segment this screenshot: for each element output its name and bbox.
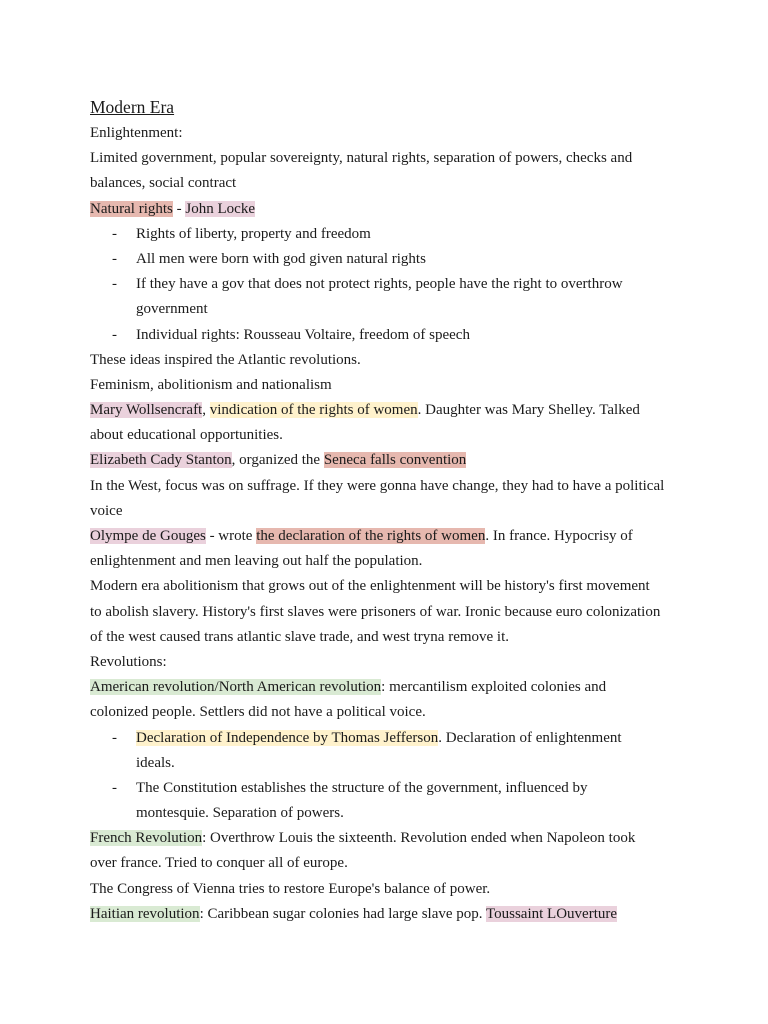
bullet-item	[90, 726, 690, 751]
natural-rights-line	[90, 197, 690, 222]
louverture-highlight: Toussaint LOuverture	[486, 905, 618, 922]
stanton-mid: , organized the	[231, 452, 324, 469]
bullet-dash: -	[112, 250, 117, 267]
enlightenment-ideas-line-1: Limited government, popular sovereignty, natural rights, separation of powers, checks and	[90, 150, 633, 167]
revolutions-heading: Revolutions:	[90, 653, 167, 670]
haitian-revolution-line	[90, 902, 690, 927]
gouges-line-2: enlightenment and men leaving out half the population.	[90, 553, 423, 570]
stanton-highlight: Elizabeth Cady Stanton	[90, 452, 232, 469]
gouges-mid: - wrote	[205, 528, 257, 544]
bullet-text: If they have a gov that does not protect rights, people have the right to overthrow	[136, 276, 623, 293]
french-revolution-line-1	[90, 826, 690, 851]
haitian-revolution-rest: : Caribbean sugar colonies had large slave pop.	[199, 905, 487, 922]
american-revolution-rest: : mercantilism exploited colonies and	[381, 679, 607, 696]
bullet-text: . Declaration of enlightenment	[438, 729, 622, 746]
document-body	[90, 94, 690, 927]
bullet-dash: -	[112, 779, 117, 796]
bullet-text: Individual rights: Rousseau Voltaire, freedom of speech	[136, 326, 470, 343]
vienna-line: The Congress of Vienna tries to restore Europe's balance of power.	[90, 880, 491, 897]
bullet-continuation: ideals.	[136, 754, 175, 771]
bullet-item	[90, 272, 690, 297]
bullet-item	[90, 222, 690, 247]
bullet-text: The Constitution establishes the structure of the government, influenced by	[136, 779, 588, 796]
haitian-revolution-highlight: Haitian revolution	[90, 905, 200, 922]
bullet-dash: -	[112, 276, 117, 293]
enlightenment-ideas-line-2: balances, social contract	[90, 175, 237, 192]
wollstonecraft-comma: ,	[202, 402, 210, 419]
bullet-item	[90, 776, 690, 801]
american-revolution-line-1	[90, 675, 690, 700]
natural-rights-highlight: Natural rights	[90, 200, 173, 217]
abolition-line-1: Modern era abolitionism that grows out of the enlightenment will be history's first movement	[90, 578, 650, 595]
bullet-text: All men were born with god given natural rights	[136, 250, 426, 267]
movements-line: Feminism, abolitionism and nationalism	[90, 376, 332, 393]
page-title: Modern Era	[90, 97, 175, 117]
bullet-item	[90, 323, 690, 348]
bullet-continuation: montesquie. Separation of powers.	[136, 805, 344, 822]
wollstonecraft-line-2: about educational opportunities.	[90, 427, 283, 444]
bullet-dash: -	[112, 729, 117, 746]
french-revolution-rest: : Overthrow Louis the sixteenth. Revolution ended when Napoleon took	[202, 830, 636, 847]
bullet-dash: -	[112, 225, 117, 242]
wollstonecraft-line-1	[90, 398, 690, 423]
enlightenment-heading: Enlightenment:	[90, 125, 183, 141]
natural-rights-separator: -	[172, 200, 186, 217]
west-suffrage-line-2: voice	[90, 502, 123, 519]
gouges-rest: . In france. Hypocrisy of	[485, 528, 633, 544]
wollstonecraft-rest: . Daughter was Mary Shelley. Talked	[417, 402, 640, 419]
vindication-highlight: vindication of the rights of women	[209, 402, 418, 419]
american-revolution-line-2: colonized people. Settlers did not have a political voice.	[90, 704, 426, 721]
declaration-independence-highlight: Declaration of Independence by Thomas Jefferson	[136, 729, 439, 746]
american-revolution-highlight: American revolution/North American revolution	[90, 679, 382, 696]
french-revolution-highlight: French Revolution	[90, 830, 203, 847]
stanton-line	[90, 448, 690, 473]
bullet-item	[90, 247, 690, 272]
seneca-falls-highlight: Seneca falls convention	[323, 452, 467, 469]
declaration-women-highlight: the declaration of the rights of women	[256, 528, 486, 544]
abolition-line-2: to abolish slavery. History's first slaves were prisoners of war. Ironic because euro colonization	[90, 603, 661, 620]
bullet-continuation: government	[136, 301, 208, 318]
gouges-highlight: Olympe de Gouges	[90, 528, 206, 544]
gouges-line-1	[90, 524, 690, 549]
bullet-dash: -	[112, 326, 117, 343]
french-revolution-line-2: over france. Tried to conquer all of europe.	[90, 855, 348, 872]
bullet-text: Rights of liberty, property and freedom	[136, 225, 371, 242]
john-locke-highlight: John Locke	[185, 200, 255, 217]
abolition-line-3: of the west caused trans atlantic slave trade, and west tryna remove it.	[90, 628, 510, 645]
west-suffrage-line-1: In the West, focus was on suffrage. If they were gonna have change, they had to have a political	[90, 477, 665, 494]
atlantic-revolutions-line: These ideas inspired the Atlantic revolutions.	[90, 351, 361, 368]
wollstonecraft-highlight: Mary Wollsencraft	[90, 402, 203, 419]
